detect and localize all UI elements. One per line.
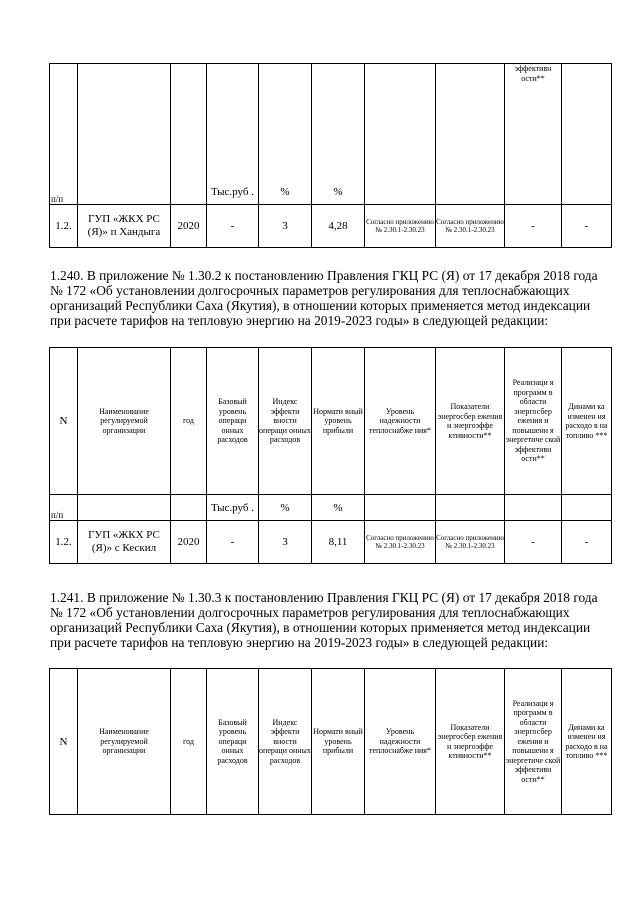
paragraph-1241: 1.241. В приложение № 1.30.3 к постановлению Правления ГКЦ РС (Я) от 17 декабря 2018 года № 172 «Об установлении долгосрочных параметров регулирования для теплоснабжающих организаций Республики Саха (Якутия), в отношении которых применяется метод индексации при расчете тарифов на тепловую энергию на 2019-2023 годы» в следующей редакции: bbox=[50, 590, 598, 650]
row-base-cost: - bbox=[207, 521, 259, 564]
paragraph-1240: 1.240. В приложение № 1.30.2 к постановлению Правления ГКЦ РС (Я) от 17 декабря 2018 года № 172 «Об установлении долгосрочных параметров регулирования для теплоснабжающих организаций Республики Саха (Якутия), в отношении которых применяется метод индексации при расчете тарифов на тепловую энергию на 2019-2023 годы» в следующей редакции: bbox=[50, 268, 598, 328]
row-dynamics: - bbox=[562, 205, 612, 248]
header-n: N bbox=[50, 669, 78, 815]
header-base-cost: Базовый уровень операци онных расходов bbox=[207, 348, 259, 495]
unit-index: % bbox=[259, 495, 312, 521]
np-label: п/п bbox=[50, 64, 78, 205]
unit-profit: % bbox=[312, 64, 365, 205]
table-row bbox=[50, 205, 612, 248]
header-index: Индекс эффекти вности операци онных расходов bbox=[259, 348, 312, 495]
unit-index: % bbox=[259, 64, 312, 205]
header-org: Наименование регулируемой организации bbox=[78, 669, 171, 815]
row-energy: Согласно приложению № 2.30.1-2.30.23 bbox=[436, 521, 505, 564]
header-program: Реализаци я программ в области энергосбер ежения и повышени я энергетиче ской эффективн ости** bbox=[505, 669, 562, 815]
header-base-cost: Базовый уровень операци онных расходов bbox=[207, 669, 259, 815]
np-label: п/п bbox=[50, 495, 78, 521]
unit-profit: % bbox=[312, 495, 365, 521]
header-year: год bbox=[171, 348, 207, 495]
header-year: год bbox=[171, 669, 207, 815]
header-program: Реализаци я программ в области энергосбер ежения и повышени я энергетиче ской эффективн ости** bbox=[505, 348, 562, 495]
header-org: Наименование регулируемой организации bbox=[78, 348, 171, 495]
table-1241 bbox=[49, 668, 612, 815]
header-energy: Показатели энергосбер ежения и энергоэффе ктивности** bbox=[436, 348, 505, 495]
header-dynamics: Динами ка изменен ия расходо в на топливо *** bbox=[562, 348, 612, 495]
header-index: Индекс эффекти вности операци онных расходов bbox=[259, 669, 312, 815]
org-name: ГУП «ЖКХ РС (Я)» с Кескил bbox=[78, 521, 171, 564]
row-num: 1.2. bbox=[50, 205, 78, 248]
header-reliability: Уровень надежности теплоснабже ния* bbox=[365, 348, 436, 495]
row-num: 1.2. bbox=[50, 521, 78, 564]
header-dynamics: Динами ка изменен ия расходо в на топливо *** bbox=[562, 669, 612, 815]
row-profit: 4,28 bbox=[312, 205, 365, 248]
row-reliability: Согласно приложению № 2.30.1-2.30.23 bbox=[365, 521, 436, 564]
header-reliability: Уровень надежности теплоснабже ния* bbox=[365, 669, 436, 815]
row-profit: 8,11 bbox=[312, 521, 365, 564]
row-base-cost: - bbox=[207, 205, 259, 248]
table-1240 bbox=[49, 347, 612, 564]
row-index: 3 bbox=[259, 205, 312, 248]
row-dynamics: - bbox=[562, 521, 612, 564]
unit-base-cost: Тыс.руб . bbox=[207, 495, 259, 521]
org-name: ГУП «ЖКХ РС (Я)» п Хандыга bbox=[78, 205, 171, 248]
header-energy: Показатели энергосбер ежения и энергоэффе ктивности** bbox=[436, 669, 505, 815]
header-profit: Нормати вный уровень прибыли bbox=[312, 669, 365, 815]
table-continuation bbox=[49, 63, 612, 248]
row-reliability: Согласно приложению № 2.30.1-2.30.23 bbox=[365, 205, 436, 248]
row-year: 2020 bbox=[171, 205, 207, 248]
table-row bbox=[50, 521, 612, 564]
header-n: N bbox=[50, 348, 78, 495]
row-program: - bbox=[505, 521, 562, 564]
row-energy: Согласно приложению № 2.30.1-2.30.23 bbox=[436, 205, 505, 248]
header-efficiency-continuation: эффективн ости** bbox=[505, 64, 562, 205]
unit-base-cost: Тыс.руб . bbox=[207, 64, 259, 205]
row-index: 3 bbox=[259, 521, 312, 564]
row-year: 2020 bbox=[171, 521, 207, 564]
row-program: - bbox=[505, 205, 562, 248]
header-profit: Нормати вный уровень прибыли bbox=[312, 348, 365, 495]
